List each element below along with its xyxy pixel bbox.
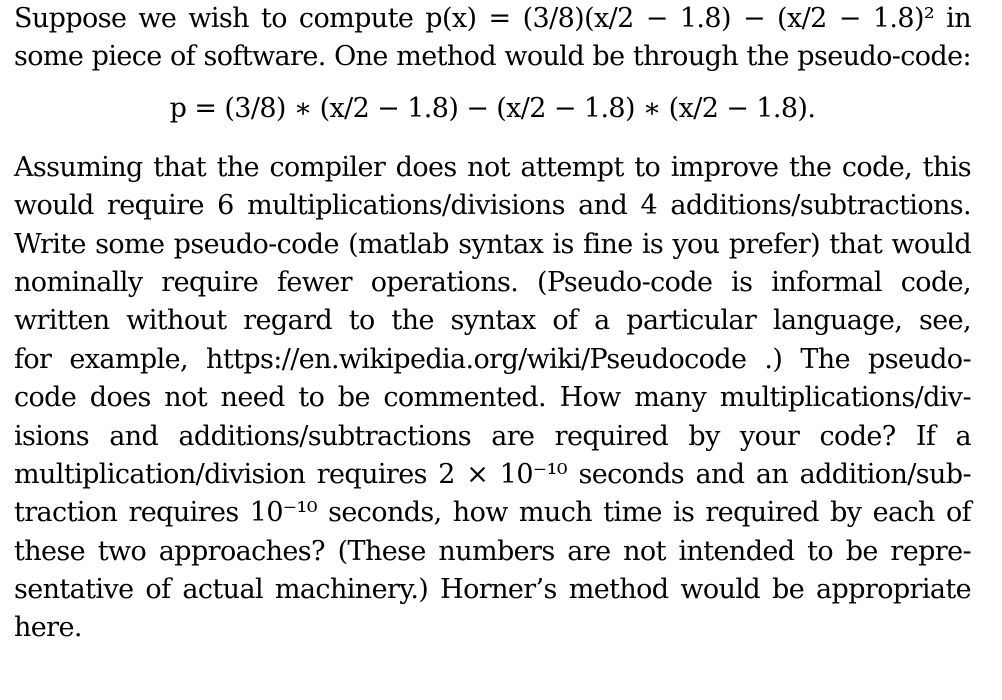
body-line-10: traction requires 10⁻¹⁰ seconds, how much time is required by each of <box>14 497 971 529</box>
intro-paragraph <box>14 0 971 77</box>
body-line-11: these two approaches? (These numbers are not intended to be repre- <box>14 535 971 567</box>
body-paragraph <box>14 149 971 648</box>
body-line-4: nominally require fewer operations. (Pseudo-code is informal code, <box>14 266 971 298</box>
body-line-3: Write some pseudo-code (matlab syntax is fine is you prefer) that would <box>14 228 971 260</box>
intro-line-2: some piece of software. One method would be through the pseudo-code: <box>14 41 971 73</box>
body-line-2: would require 6 multiplications/divisions and 4 additions/subtractions. <box>14 190 971 222</box>
body-line-8: isions and additions/subtractions are required by your code? If a <box>14 420 971 452</box>
body-line-13: here. <box>14 612 82 644</box>
body-line-12: sentative of actual machinery.) Horner’s method would be appropriate <box>14 574 971 606</box>
intro-line-1: Suppose we wish to compute p(x) = (3/8)(x/2 − 1.8) − (x/2 − 1.8)² in <box>14 3 971 34</box>
problem-text <box>14 0 971 648</box>
body-line-6: for example, https://en.wikipedia.org/wiki/Pseudocode .) The pseudo- <box>14 343 971 375</box>
body-line-7: code does not need to be commented. How many multiplications/div- <box>14 382 971 414</box>
body-line-5: written without regard to the syntax of a particular language, see, <box>14 305 971 337</box>
display-equation: p = (3/8) ∗ (x/2 − 1.8) − (x/2 − 1.8) ∗ (x/2 − 1.8). <box>169 92 816 124</box>
body-line-1: Assuming that the compiler does not attempt to improve the code, this <box>14 151 971 183</box>
body-line-9: multiplication/division requires 2 × 10⁻¹⁰ seconds and an addition/sub- <box>14 458 971 490</box>
